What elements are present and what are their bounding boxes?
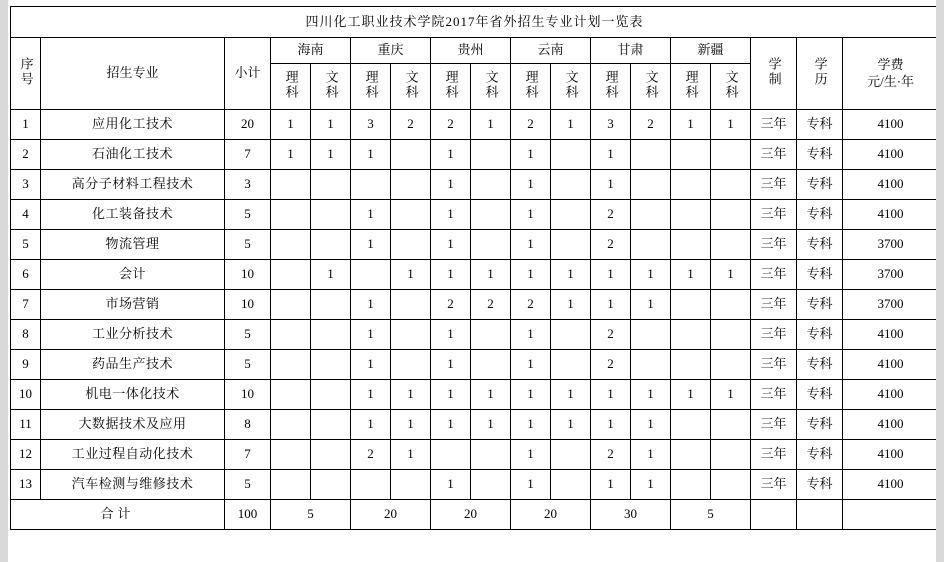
row-subtotal: 8 <box>225 410 271 440</box>
row-quota-cell: 1 <box>351 140 391 170</box>
row-quota-cell: 1 <box>471 380 511 410</box>
row-quota-cell: 1 <box>431 320 471 350</box>
header-chongqing-arts: 文科 <box>391 64 431 110</box>
row-quota-cell: 1 <box>671 110 711 140</box>
total-blank-cell <box>797 500 843 530</box>
row-subtotal: 5 <box>225 230 271 260</box>
row-quota-cell: 3 <box>591 110 631 140</box>
header-gansu-arts: 文科 <box>631 64 671 110</box>
row-quota-cell: 1 <box>591 170 631 200</box>
header-xinjiang-arts: 文科 <box>711 64 751 110</box>
row-quota-cell <box>551 470 591 500</box>
row-quota-cell: 1 <box>631 260 671 290</box>
row-major-name: 市场营销 <box>41 290 225 320</box>
row-system: 三年 <box>751 290 797 320</box>
row-quota-cell <box>471 140 511 170</box>
row-subtotal: 7 <box>225 440 271 470</box>
row-quota-cell: 1 <box>351 200 391 230</box>
row-major-name: 石油化工技术 <box>41 140 225 170</box>
row-system: 三年 <box>751 200 797 230</box>
row-education: 专科 <box>797 260 843 290</box>
header-region-xinjiang: 新疆 <box>671 38 751 64</box>
row-quota-cell: 1 <box>431 410 471 440</box>
row-quota-cell <box>671 170 711 200</box>
row-subtotal: 10 <box>225 290 271 320</box>
row-quota-cell: 1 <box>551 290 591 320</box>
row-subtotal: 10 <box>225 380 271 410</box>
total-chongqing: 20 <box>351 500 431 530</box>
row-subtotal: 3 <box>225 170 271 200</box>
row-index: 13 <box>11 470 41 500</box>
row-index: 11 <box>11 410 41 440</box>
row-quota-cell: 1 <box>351 350 391 380</box>
row-quota-cell <box>431 440 471 470</box>
row-quota-cell: 2 <box>471 290 511 320</box>
row-quota-cell: 2 <box>591 440 631 470</box>
table-row <box>11 260 939 290</box>
row-quota-cell <box>471 320 511 350</box>
row-quota-cell: 2 <box>511 290 551 320</box>
row-subtotal: 20 <box>225 110 271 140</box>
row-system: 三年 <box>751 350 797 380</box>
row-fee: 3700 <box>843 230 939 260</box>
row-fee: 4100 <box>843 110 939 140</box>
header-guizhou-arts: 文科 <box>471 64 511 110</box>
row-index: 3 <box>11 170 41 200</box>
row-major-name: 高分子材料工程技术 <box>41 170 225 200</box>
row-education: 专科 <box>797 440 843 470</box>
row-quota-cell: 1 <box>711 380 751 410</box>
row-quota-cell: 1 <box>431 170 471 200</box>
row-quota-cell <box>351 260 391 290</box>
header-yunnan-arts: 文科 <box>551 64 591 110</box>
total-blank-cell <box>843 500 939 530</box>
row-quota-cell: 1 <box>591 470 631 500</box>
header-region-gansu: 甘肃 <box>591 38 671 64</box>
row-education: 专科 <box>797 410 843 440</box>
row-quota-cell <box>311 200 351 230</box>
table-row <box>11 350 939 380</box>
row-quota-cell <box>711 140 751 170</box>
row-quota-cell: 1 <box>511 320 551 350</box>
row-quota-cell <box>711 410 751 440</box>
row-quota-cell <box>311 380 351 410</box>
row-quota-cell: 1 <box>431 260 471 290</box>
header-region-chongqing: 重庆 <box>351 38 431 64</box>
row-system: 三年 <box>751 170 797 200</box>
row-quota-cell <box>711 350 751 380</box>
row-quota-cell <box>271 230 311 260</box>
page-edge-right <box>936 0 944 562</box>
row-quota-cell: 2 <box>431 110 471 140</box>
row-quota-cell: 1 <box>591 380 631 410</box>
row-quota-cell: 1 <box>511 140 551 170</box>
header-row-regions <box>11 38 939 64</box>
row-quota-cell <box>711 200 751 230</box>
row-quota-cell <box>271 170 311 200</box>
row-education: 专科 <box>797 380 843 410</box>
row-education: 专科 <box>797 110 843 140</box>
row-major-name: 机电一体化技术 <box>41 380 225 410</box>
row-quota-cell <box>551 350 591 380</box>
row-major-name: 大数据技术及应用 <box>41 410 225 440</box>
row-index: 12 <box>11 440 41 470</box>
row-quota-cell <box>711 470 751 500</box>
row-quota-cell <box>391 470 431 500</box>
row-quota-cell: 1 <box>511 470 551 500</box>
row-system: 三年 <box>751 410 797 440</box>
total-yunnan: 20 <box>511 500 591 530</box>
row-education: 专科 <box>797 350 843 380</box>
header-education: 学历 <box>797 38 843 110</box>
row-index: 4 <box>11 200 41 230</box>
row-subtotal: 5 <box>225 200 271 230</box>
table-row <box>11 470 939 500</box>
total-blank-cell <box>751 500 797 530</box>
row-quota-cell: 1 <box>591 290 631 320</box>
row-quota-cell: 2 <box>591 320 631 350</box>
row-quota-cell <box>671 440 711 470</box>
row-quota-cell <box>551 200 591 230</box>
row-fee: 4100 <box>843 320 939 350</box>
row-quota-cell <box>351 170 391 200</box>
table-row <box>11 110 939 140</box>
row-quota-cell <box>631 140 671 170</box>
row-quota-cell <box>551 320 591 350</box>
row-quota-cell: 1 <box>551 110 591 140</box>
row-quota-cell: 1 <box>471 110 511 140</box>
row-system: 三年 <box>751 110 797 140</box>
row-quota-cell: 1 <box>631 440 671 470</box>
page-edge-left <box>0 0 8 562</box>
table-row <box>11 140 939 170</box>
row-major-name: 药品生产技术 <box>41 350 225 380</box>
total-hainan: 5 <box>271 500 351 530</box>
row-education: 专科 <box>797 320 843 350</box>
row-quota-cell: 1 <box>471 410 511 440</box>
row-quota-cell <box>391 290 431 320</box>
row-system: 三年 <box>751 140 797 170</box>
row-quota-cell: 1 <box>631 410 671 440</box>
row-quota-cell: 1 <box>511 260 551 290</box>
row-quota-cell: 1 <box>351 320 391 350</box>
row-quota-cell <box>671 320 711 350</box>
row-quota-cell <box>631 200 671 230</box>
row-quota-cell <box>391 140 431 170</box>
row-quota-cell: 1 <box>351 290 391 320</box>
row-quota-cell: 1 <box>551 410 591 440</box>
header-region-yunnan: 云南 <box>511 38 591 64</box>
header-chongqing-science: 理科 <box>351 64 391 110</box>
total-row <box>11 500 939 530</box>
row-subtotal: 5 <box>225 320 271 350</box>
row-fee: 4100 <box>843 410 939 440</box>
total-guizhou: 20 <box>431 500 511 530</box>
row-quota-cell: 1 <box>351 410 391 440</box>
row-quota-cell <box>271 440 311 470</box>
row-quota-cell: 1 <box>271 110 311 140</box>
row-quota-cell: 1 <box>311 110 351 140</box>
row-quota-cell: 1 <box>311 140 351 170</box>
row-quota-cell <box>311 230 351 260</box>
table-row <box>11 380 939 410</box>
header-region-hainan: 海南 <box>271 38 351 64</box>
row-system: 三年 <box>751 470 797 500</box>
row-quota-cell <box>551 230 591 260</box>
table-row <box>11 170 939 200</box>
row-quota-cell: 2 <box>591 200 631 230</box>
table-row <box>11 290 939 320</box>
row-quota-cell <box>671 230 711 260</box>
header-gansu-science: 理科 <box>591 64 631 110</box>
row-quota-cell <box>671 470 711 500</box>
row-quota-cell: 2 <box>431 290 471 320</box>
row-quota-cell <box>311 410 351 440</box>
row-quota-cell <box>631 230 671 260</box>
row-quota-cell: 2 <box>591 230 631 260</box>
row-quota-cell: 1 <box>551 380 591 410</box>
row-quota-cell <box>271 320 311 350</box>
row-quota-cell <box>271 350 311 380</box>
row-major-name: 汽车检测与维修技术 <box>41 470 225 500</box>
row-quota-cell: 1 <box>391 410 431 440</box>
header-yunnan-science: 理科 <box>511 64 551 110</box>
row-quota-cell: 1 <box>591 410 631 440</box>
row-quota-cell <box>271 260 311 290</box>
row-index: 1 <box>11 110 41 140</box>
row-quota-cell: 1 <box>511 200 551 230</box>
header-region-guizhou: 贵州 <box>431 38 511 64</box>
row-index: 8 <box>11 320 41 350</box>
row-fee: 4100 <box>843 140 939 170</box>
row-quota-cell <box>311 170 351 200</box>
row-quota-cell <box>671 200 711 230</box>
enrollment-plan-table <box>10 6 939 530</box>
table-row <box>11 230 939 260</box>
row-quota-cell <box>471 200 511 230</box>
row-quota-cell <box>711 230 751 260</box>
row-index: 7 <box>11 290 41 320</box>
row-fee: 3700 <box>843 260 939 290</box>
row-index: 2 <box>11 140 41 170</box>
row-quota-cell <box>711 440 751 470</box>
row-quota-cell <box>271 380 311 410</box>
row-quota-cell <box>311 290 351 320</box>
row-quota-cell <box>271 200 311 230</box>
row-quota-cell: 1 <box>271 140 311 170</box>
row-quota-cell: 1 <box>391 260 431 290</box>
header-index: 序号 <box>11 38 41 110</box>
row-quota-cell <box>271 290 311 320</box>
row-quota-cell: 3 <box>351 110 391 140</box>
row-subtotal: 5 <box>225 350 271 380</box>
header-system: 学制 <box>751 38 797 110</box>
row-system: 三年 <box>751 230 797 260</box>
row-quota-cell <box>391 320 431 350</box>
row-education: 专科 <box>797 230 843 260</box>
row-quota-cell: 1 <box>631 470 671 500</box>
row-quota-cell <box>311 350 351 380</box>
row-quota-cell <box>671 140 711 170</box>
row-fee: 4100 <box>843 380 939 410</box>
header-subtotal: 小计 <box>225 38 271 110</box>
row-quota-cell <box>711 170 751 200</box>
row-major-name: 工业分析技术 <box>41 320 225 350</box>
row-quota-cell <box>631 320 671 350</box>
row-quota-cell: 2 <box>391 110 431 140</box>
row-quota-cell <box>271 470 311 500</box>
row-quota-cell: 1 <box>711 110 751 140</box>
row-fee: 4100 <box>843 440 939 470</box>
row-quota-cell <box>391 350 431 380</box>
row-quota-cell: 1 <box>511 440 551 470</box>
row-index: 5 <box>11 230 41 260</box>
row-subtotal: 5 <box>225 470 271 500</box>
row-quota-cell <box>631 350 671 380</box>
row-quota-cell <box>551 140 591 170</box>
table-row <box>11 410 939 440</box>
row-subtotal: 7 <box>225 140 271 170</box>
row-quota-cell <box>471 440 511 470</box>
row-education: 专科 <box>797 290 843 320</box>
row-quota-cell: 1 <box>671 260 711 290</box>
row-fee: 4100 <box>843 200 939 230</box>
row-major-name: 物流管理 <box>41 230 225 260</box>
header-hainan-science: 理科 <box>271 64 311 110</box>
row-major-name: 应用化工技术 <box>41 110 225 140</box>
total-xinjiang: 5 <box>671 500 751 530</box>
row-quota-cell: 1 <box>511 410 551 440</box>
total-subtotal: 100 <box>225 500 271 530</box>
row-fee: 4100 <box>843 470 939 500</box>
row-quota-cell: 1 <box>631 380 671 410</box>
row-system: 三年 <box>751 380 797 410</box>
page-title: 四川化工职业技术学院2017年省外招生专业计划一览表 <box>11 7 939 38</box>
row-quota-cell: 1 <box>351 230 391 260</box>
row-quota-cell: 1 <box>631 290 671 320</box>
row-quota-cell <box>271 410 311 440</box>
row-quota-cell: 1 <box>431 230 471 260</box>
row-quota-cell <box>711 320 751 350</box>
row-quota-cell <box>671 350 711 380</box>
row-quota-cell <box>551 440 591 470</box>
row-major-name: 会计 <box>41 260 225 290</box>
row-quota-cell <box>391 170 431 200</box>
row-fee: 4100 <box>843 350 939 380</box>
row-education: 专科 <box>797 200 843 230</box>
row-quota-cell: 1 <box>511 350 551 380</box>
row-index: 10 <box>11 380 41 410</box>
row-quota-cell: 2 <box>351 440 391 470</box>
title-row <box>11 7 939 38</box>
row-major-name: 工业过程自动化技术 <box>41 440 225 470</box>
row-quota-cell: 2 <box>591 350 631 380</box>
row-quota-cell: 1 <box>511 380 551 410</box>
total-gansu: 30 <box>591 500 671 530</box>
row-quota-cell <box>671 290 711 320</box>
row-quota-cell: 1 <box>711 260 751 290</box>
row-major-name: 化工装备技术 <box>41 200 225 230</box>
table-row <box>11 320 939 350</box>
header-xinjiang-science: 理科 <box>671 64 711 110</box>
row-quota-cell: 1 <box>591 260 631 290</box>
row-quota-cell <box>311 320 351 350</box>
row-quota-cell: 1 <box>391 440 431 470</box>
row-index: 6 <box>11 260 41 290</box>
row-quota-cell <box>471 350 511 380</box>
row-quota-cell: 2 <box>511 110 551 140</box>
row-quota-cell: 1 <box>511 170 551 200</box>
row-quota-cell <box>471 170 511 200</box>
row-quota-cell: 1 <box>591 140 631 170</box>
row-quota-cell: 2 <box>631 110 671 140</box>
row-fee: 3700 <box>843 290 939 320</box>
row-quota-cell <box>311 440 351 470</box>
row-quota-cell <box>471 230 511 260</box>
row-quota-cell <box>391 200 431 230</box>
row-fee: 4100 <box>843 170 939 200</box>
total-label: 合计 <box>11 500 225 530</box>
row-quota-cell: 1 <box>471 260 511 290</box>
table-row <box>11 440 939 470</box>
row-quota-cell: 1 <box>431 350 471 380</box>
header-hainan-arts: 文科 <box>311 64 351 110</box>
row-system: 三年 <box>751 320 797 350</box>
row-quota-cell: 1 <box>391 380 431 410</box>
header-major: 招生专业 <box>41 38 225 110</box>
row-quota-cell <box>631 170 671 200</box>
row-education: 专科 <box>797 140 843 170</box>
row-quota-cell: 1 <box>431 140 471 170</box>
row-quota-cell: 1 <box>431 470 471 500</box>
row-quota-cell: 1 <box>511 230 551 260</box>
row-quota-cell: 1 <box>351 380 391 410</box>
header-fee: 学费 元/生·年 <box>843 38 939 110</box>
row-quota-cell <box>391 230 431 260</box>
row-system: 三年 <box>751 260 797 290</box>
row-index: 9 <box>11 350 41 380</box>
row-subtotal: 10 <box>225 260 271 290</box>
row-education: 专科 <box>797 170 843 200</box>
row-quota-cell <box>671 410 711 440</box>
row-quota-cell <box>311 470 351 500</box>
row-system: 三年 <box>751 440 797 470</box>
table-row <box>11 200 939 230</box>
row-quota-cell: 1 <box>311 260 351 290</box>
row-education: 专科 <box>797 470 843 500</box>
header-guizhou-science: 理科 <box>431 64 471 110</box>
row-quota-cell <box>471 470 511 500</box>
row-quota-cell <box>351 470 391 500</box>
row-quota-cell: 1 <box>431 380 471 410</box>
row-quota-cell: 1 <box>551 260 591 290</box>
row-quota-cell <box>551 170 591 200</box>
row-quota-cell: 1 <box>431 200 471 230</box>
row-quota-cell: 1 <box>671 380 711 410</box>
row-quota-cell <box>711 290 751 320</box>
